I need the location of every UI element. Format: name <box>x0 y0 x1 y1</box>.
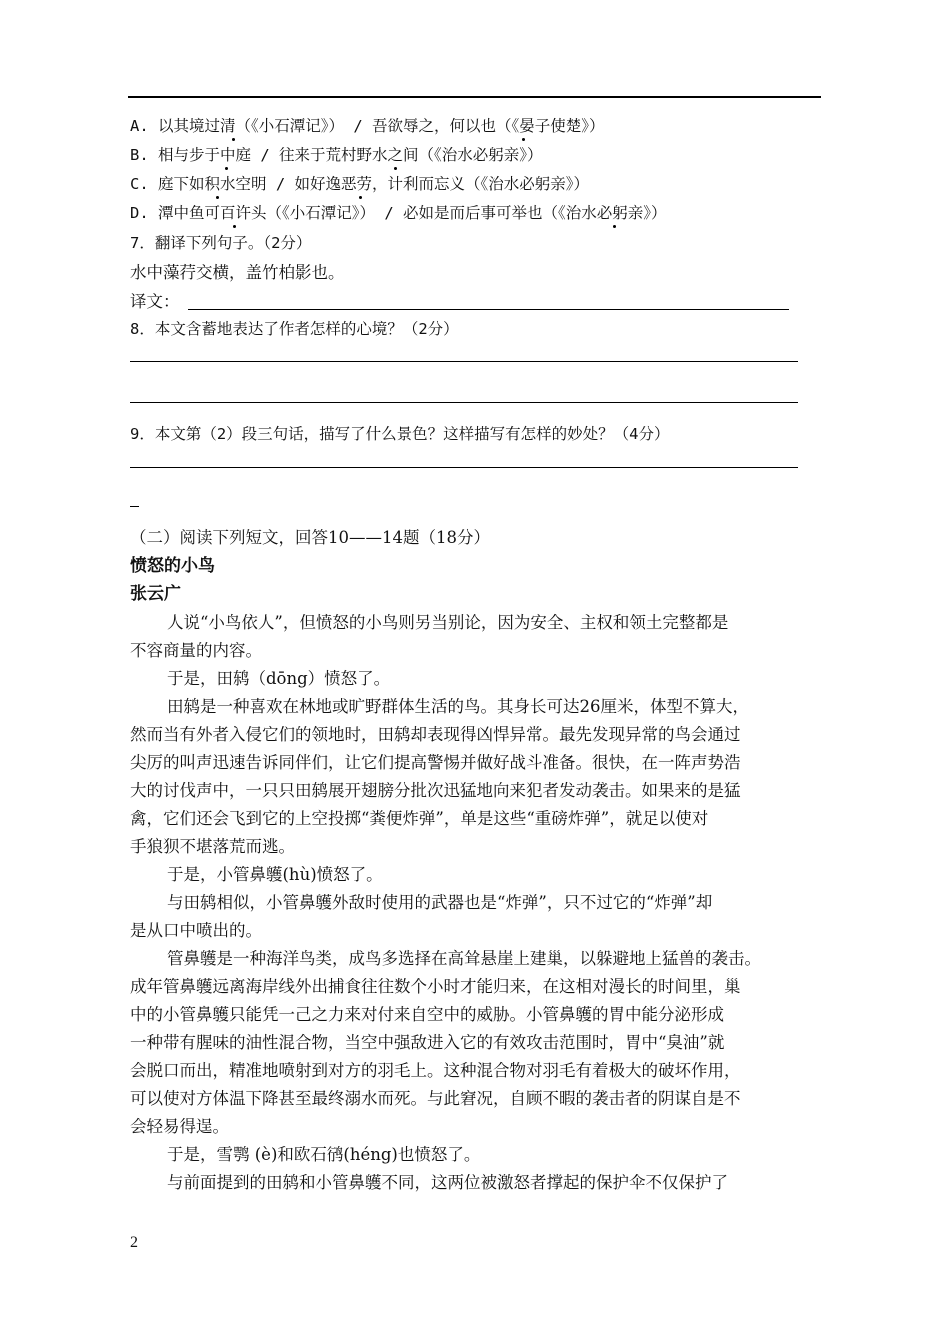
q7-sentence: 水中藻荇交横，盖竹柏影也。 <box>130 263 345 282</box>
q8-answer-line-2 <box>130 402 798 403</box>
article-line: 管鼻鹱是一种海洋鸟类，成鸟多选择在高耸悬崖上建巢，以躲避地上猛兽的袭击。 <box>167 949 761 968</box>
article-line: 成年管鼻鹱远离海岸线外出捕食往往数个小时才能归来，在这相对漫长的时间里，巢 <box>130 977 741 996</box>
article-line: 于是，小管鼻鹱(hù)愤怒了。 <box>167 865 383 884</box>
emphasis-dot <box>233 225 236 228</box>
article-line: 于是，雪鹗 (è)和欧石鸻(héng)也愤怒了。 <box>167 1145 481 1164</box>
q9-answer-line <box>130 467 798 468</box>
emphasis-dot <box>216 196 219 199</box>
q8-answer-line-1 <box>130 361 798 362</box>
q6-option-d: D. 潭中鱼可百许头（《小石潭记》） / 必如是而后事可举也（《治水必躬亲》） <box>130 204 667 222</box>
article-line: 田鸫是一种喜欢在林地或旷野群体生活的鸟。其身长可达26厘米，体型不算大， <box>167 697 749 716</box>
article-line: 会脱口而出，精准地喷射到对方的羽毛上。这种混合物对羽毛有着极大的破坏作用， <box>130 1061 741 1080</box>
article-line: 然而当有外者入侵它们的领地时，田鸫却表现得凶悍异常。最先发现异常的鸟会通过 <box>130 725 741 744</box>
article-line: 会轻易得逞。 <box>130 1117 229 1136</box>
emphasis-dot <box>232 138 235 141</box>
article-line: 手狼狈不堪落荒而逃。 <box>130 837 295 856</box>
answer-line-stub <box>130 506 139 507</box>
q9-prompt: 9．本文第（2）段三句话，描写了什么景色？这样描写有怎样的妙处？（4分） <box>130 425 670 443</box>
header-rule <box>128 96 821 98</box>
q8-prompt: 8．本文含蓄地表达了作者怎样的心境？（2分） <box>130 320 459 338</box>
emphasis-dot <box>613 225 616 228</box>
section2-heading: （二）阅读下列短文，回答10——14题（18分） <box>130 528 490 547</box>
emphasis-dot <box>359 196 362 199</box>
article-line: 人说“小鸟依人”，但愤怒的小鸟则另当别论，因为安全、主权和领土完整都是 <box>167 613 729 632</box>
q6-option-b: B. 相与步于中庭 / 往来于荒村野水之间（《治水必躬亲》） <box>130 146 543 164</box>
q7-translation-label: 译文： <box>130 292 180 311</box>
article-line: 禽，它们还会飞到它的上空投掷“粪便炸弹”，单是这些“重磅炸弹”，就足以使对 <box>130 809 709 828</box>
emphasis-dot <box>225 167 228 170</box>
q7-prompt: 7．翻译下列句子。（2分） <box>130 234 312 252</box>
q7-answer-line <box>188 309 789 310</box>
page-number: 2 <box>130 1234 138 1251</box>
article-line: 大的讨伐声中，一只只田鸫展开翅膀分批次迅猛地向来犯者发动袭击。如果来的是猛 <box>130 781 741 800</box>
article-line: 与前面提到的田鸫和小管鼻鹱不同，这两位被激怒者撑起的保护伞不仅保护了 <box>167 1173 728 1192</box>
q6-option-a: A. 以其境过清（《小石潭记》） / 吾欲辱之，何以也（《晏子使楚》） <box>130 117 605 135</box>
q6-option-c: C. 庭下如积水空明 / 如好逸恶劳，计利而忘义（《治水必躬亲》） <box>130 175 589 193</box>
article-title: 愤怒的小鸟 <box>130 556 215 576</box>
emphasis-dot <box>394 167 397 170</box>
article-line: 不容商量的内容。 <box>130 641 262 660</box>
article-line: 一种带有腥味的油性混合物，当空中强敌进入它的有效攻击范围时，胃中“臭油”就 <box>130 1033 725 1052</box>
emphasis-dot <box>522 138 525 141</box>
article-line: 与田鸫相似，小管鼻鹱外敌时使用的武器也是“炸弹”，只不过它的“炸弹”却 <box>167 893 713 912</box>
article-line: 尖厉的叫声迅速告诉同伴们，让它们提高警惕并做好战斗准备。很快，在一阵声势浩 <box>130 753 741 772</box>
article-line: 中的小管鼻鹱只能凭一己之力来对付来自空中的威胁。小管鼻鹱的胃中能分泌形成 <box>130 1005 724 1024</box>
article-line: 可以使对方体温下降甚至最终溺水而死。与此窘况，自顾不暇的袭击者的阴谋自是不 <box>130 1089 741 1108</box>
article-line: 是从口中喷出的。 <box>130 921 262 940</box>
article-line: 于是，田鸫（dōng）愤怒了。 <box>167 669 391 688</box>
article-author: 张云广 <box>130 584 181 604</box>
